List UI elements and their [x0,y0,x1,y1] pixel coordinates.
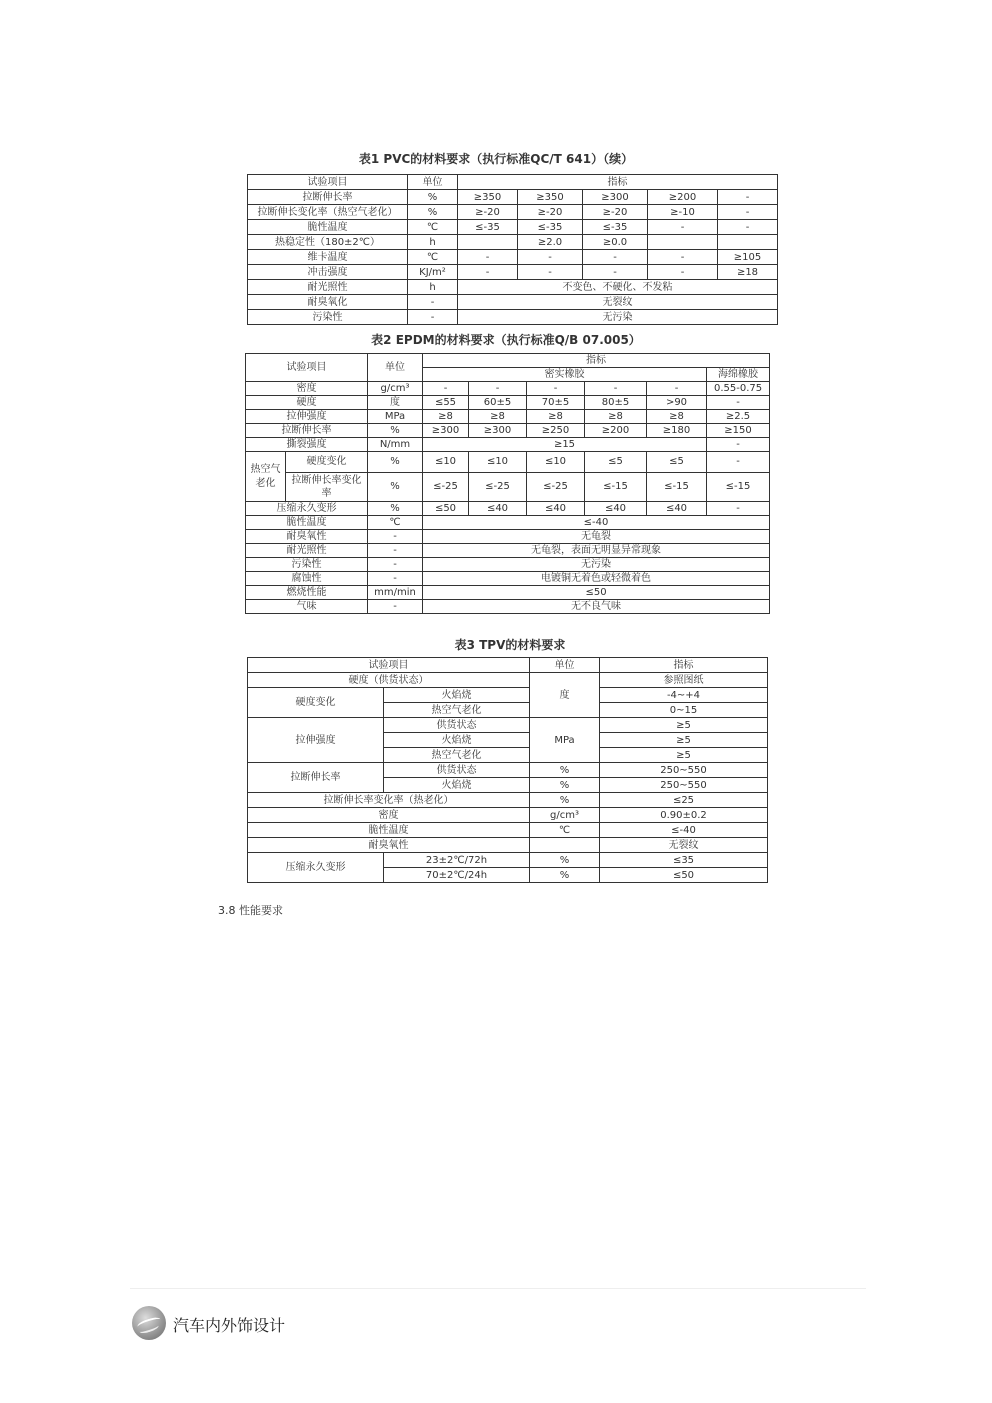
cell: - [648,220,718,235]
cell: ≥5 [600,733,768,748]
cell: 冲击强度 [248,265,408,280]
cell: - [718,190,778,205]
cell: 250~550 [600,778,768,793]
cell: ≥2.5 [707,410,770,424]
cell: 耐臭氧化 [248,295,408,310]
table-row [246,502,770,516]
cell: ≤-15 [647,473,707,502]
cell: 23±2℃/72h [384,853,530,868]
cell: ≥2.0 [518,235,583,250]
table-row [248,265,778,280]
cell: 供货状态 [384,763,530,778]
table-row [246,473,770,502]
cell: - [458,265,518,280]
cell: - [647,382,707,396]
cell: 热空气老化 [384,748,530,763]
cell: 火焰烧 [384,778,530,793]
cell: g/cm³ [530,808,600,823]
table-row [246,424,770,438]
cell: 无裂纹 [600,838,768,853]
header-cell: 指标 [458,175,778,190]
cell: ≥5 [600,748,768,763]
cell: - [423,382,469,396]
cell: % [530,793,600,808]
cell: MPa [368,410,423,424]
cell: 0~15 [600,703,768,718]
cell: 拉断伸长率变化率 [286,473,368,502]
table3 [247,657,768,883]
cell: ≥300 [469,424,527,438]
table-row [248,718,768,733]
cell: ≥300 [423,424,469,438]
table-row [246,396,770,410]
cell: - [583,250,648,265]
table-row [246,438,770,452]
cell: 拉断伸长率 [246,424,368,438]
cell: 无不良气味 [423,600,770,614]
cell: 硬度变化 [248,688,384,718]
section-heading: 3.8 性能要求 [218,904,283,917]
cell: ≥-20 [458,205,518,220]
cell: ℃ [408,250,458,265]
cell: 无龟裂，表面无明显异常现象 [423,544,770,558]
cell: 电镀铜无着色或轻微着色 [423,572,770,586]
cell: - [707,502,770,516]
cell: ≥15 [423,438,707,452]
cell: ≤25 [600,793,768,808]
cell: 密度 [248,808,530,823]
header-cell: 指标 [423,354,770,368]
cell: ≤-25 [527,473,585,502]
cell: KJ/m² [408,265,458,280]
cell: 维卡温度 [248,250,408,265]
cell: 污染性 [248,310,408,325]
cell: - [707,452,770,473]
cell: ≥250 [527,424,585,438]
table-row [246,410,770,424]
cell [718,235,778,250]
cell: 拉断伸长率 [248,190,408,205]
cell: 密度 [246,382,368,396]
cell [530,838,600,853]
table-row [246,382,770,396]
header-cell: 指标 [600,658,768,673]
table-row [246,544,770,558]
cell: - [585,382,647,396]
table-row [248,190,778,205]
cell: 拉断伸长率变化率（热老化） [248,793,530,808]
table-row [246,558,770,572]
cell [458,235,518,250]
cell: -4~+4 [600,688,768,703]
cell: - [527,382,585,396]
cell: 0.55-0.75 [707,382,770,396]
table-row [248,295,778,310]
cell: 燃烧性能 [246,586,368,600]
header-cell: 单位 [368,354,423,382]
cell: ≤-15 [585,473,647,502]
cell: ≤-25 [469,473,527,502]
table-row [246,600,770,614]
header-cell: 密实橡胶 [423,368,707,382]
cell: 耐光照性 [248,280,408,295]
cell: h [408,280,458,295]
cell: ≤50 [423,586,770,600]
cell: - [458,250,518,265]
cell: - [648,250,718,265]
cell: 气味 [246,600,368,614]
cell: - [583,265,648,280]
footer-divider [130,1288,866,1289]
cell: ≥8 [423,410,469,424]
cell: 火焰烧 [384,688,530,703]
cell: 脆性温度 [248,823,530,838]
cell: ≥8 [647,410,707,424]
cell: ≥105 [718,250,778,265]
table2 [245,353,770,614]
cell: ≤40 [647,502,707,516]
table-row [248,823,768,838]
cell: ≥300 [583,190,648,205]
cell: ≥180 [647,424,707,438]
cell: - [518,265,583,280]
table-row [246,572,770,586]
cell: g/cm³ [368,382,423,396]
cell: % [530,778,600,793]
cell: 70±2℃/24h [384,868,530,883]
cell: mm/min [368,586,423,600]
table-row [248,205,778,220]
cell: 压缩永久变形 [246,502,368,516]
cell: - [368,600,423,614]
cell: N/mm [368,438,423,452]
cell: 热稳定性（180±2℃） [248,235,408,250]
cell: ℃ [368,516,423,530]
brand-swirl-logo-icon [132,1306,166,1340]
cell: - [408,310,458,325]
cell: ≤-40 [423,516,770,530]
cell: ≥200 [585,424,647,438]
table-row [248,688,768,703]
table2-caption: 表2 EPDM的材料要求（执行标准Q/B 07.005） [371,333,641,347]
cell: 拉断伸长变化率（热空气老化） [248,205,408,220]
cell: - [408,295,458,310]
cell: 撕裂强度 [246,438,368,452]
cell: 热空气老化 [384,703,530,718]
cell: ≥150 [707,424,770,438]
cell: ≥350 [458,190,518,205]
table-row [246,530,770,544]
cell: ≤40 [527,502,585,516]
cell: ≤50 [600,868,768,883]
cell: - [518,250,583,265]
cell: ≥-20 [583,205,648,220]
table3-caption: 表3 TPV的材料要求 [454,638,566,652]
cell: ≥0.0 [583,235,648,250]
cell: ≤35 [600,853,768,868]
header-cell: 试验项目 [248,175,408,190]
cell: ℃ [530,823,600,838]
cell: ≤-40 [600,823,768,838]
cell: - [718,205,778,220]
cell: MPa [530,718,600,763]
table1 [247,174,778,325]
header-cell: 海绵橡胶 [707,368,770,382]
cell: 无裂纹 [458,295,778,310]
cell: 不变色、不硬化、不发粘 [458,280,778,295]
cell: 耐臭氧性 [248,838,530,853]
cell: % [368,473,423,502]
cell: ≥18 [718,265,778,280]
table-row [248,280,778,295]
table-row [248,763,768,778]
cell: 火焰烧 [384,733,530,748]
table-row [248,838,768,853]
header-cell: 单位 [408,175,458,190]
cell: ≤-25 [423,473,469,502]
cell: % [368,502,423,516]
cell: ≥5 [600,718,768,733]
cell: - [469,382,527,396]
table-row [248,808,768,823]
cell [648,235,718,250]
cell: - [368,530,423,544]
cell: % [530,763,600,778]
table-row [246,354,770,368]
cell: ≤40 [469,502,527,516]
cell: 度 [530,673,600,718]
cell: ≥200 [648,190,718,205]
cell: 硬度 [246,396,368,410]
cell: ≤50 [423,502,469,516]
table-row [248,673,768,688]
cell: % [408,190,458,205]
cell: - [707,438,770,452]
cell: ≥8 [469,410,527,424]
cell: - [648,265,718,280]
cell: 60±5 [469,396,527,410]
cell: >90 [647,396,707,410]
cell: - [718,220,778,235]
cell: ℃ [408,220,458,235]
cell: 污染性 [246,558,368,572]
cell: 耐臭氧性 [246,530,368,544]
table-row [248,853,768,868]
cell: ≥-10 [648,205,718,220]
cell: - [368,572,423,586]
cell: ≤55 [423,396,469,410]
cell: % [368,424,423,438]
cell: - [368,544,423,558]
cell: ≤10 [423,452,469,473]
cell: ≥-20 [518,205,583,220]
table1-caption: 表1 PVC的材料要求（执行标准QC/T 641）（续） [358,152,634,166]
cell: 0.90±0.2 [600,808,768,823]
table-row [248,793,768,808]
cell: 耐光照性 [246,544,368,558]
aging-group-cell: 热空气老化 [246,452,286,502]
cell: ≥8 [585,410,647,424]
cell: 无龟裂 [423,530,770,544]
table-row [246,452,770,473]
cell: h [408,235,458,250]
cell: 脆性温度 [246,516,368,530]
cell: 无污染 [458,310,778,325]
cell: 腐蚀性 [246,572,368,586]
table-row [248,220,778,235]
cell: 70±5 [527,396,585,410]
cell: ≤10 [527,452,585,473]
cell: 拉伸强度 [246,410,368,424]
cell: 脆性温度 [248,220,408,235]
cell: % [530,868,600,883]
cell: - [707,396,770,410]
cell: % [368,452,423,473]
cell: ≥350 [518,190,583,205]
cell: 拉断伸长率 [248,763,384,793]
table-row [248,250,778,265]
cell: 压缩永久变形 [248,853,384,883]
cell: - [368,558,423,572]
cell: ≥8 [527,410,585,424]
cell: 80±5 [585,396,647,410]
cell: 硬度变化 [286,452,368,473]
cell: ≤-15 [707,473,770,502]
cell: 250~550 [600,763,768,778]
table-row [248,235,778,250]
table-row [248,310,778,325]
footer-brand-text: 汽车内外饰设计 [173,1316,286,1335]
cell: 拉伸强度 [248,718,384,763]
header-cell: 试验项目 [246,354,368,382]
table-row [248,658,768,673]
header-cell: 试验项目 [248,658,530,673]
cell: 参照图纸 [600,673,768,688]
cell: 度 [368,396,423,410]
cell: ≤-35 [518,220,583,235]
cell: % [530,853,600,868]
cell: ≤-35 [458,220,518,235]
cell: ≤40 [585,502,647,516]
cell: 硬度（供货状态） [248,673,530,688]
table-row [248,175,778,190]
table-row [246,586,770,600]
cell: ≤10 [469,452,527,473]
cell: ≤5 [585,452,647,473]
cell: % [408,205,458,220]
cell: 供货状态 [384,718,530,733]
cell: ≤-35 [583,220,648,235]
table-row [246,516,770,530]
cell: 无污染 [423,558,770,572]
header-cell: 单位 [530,658,600,673]
cell: ≤5 [647,452,707,473]
